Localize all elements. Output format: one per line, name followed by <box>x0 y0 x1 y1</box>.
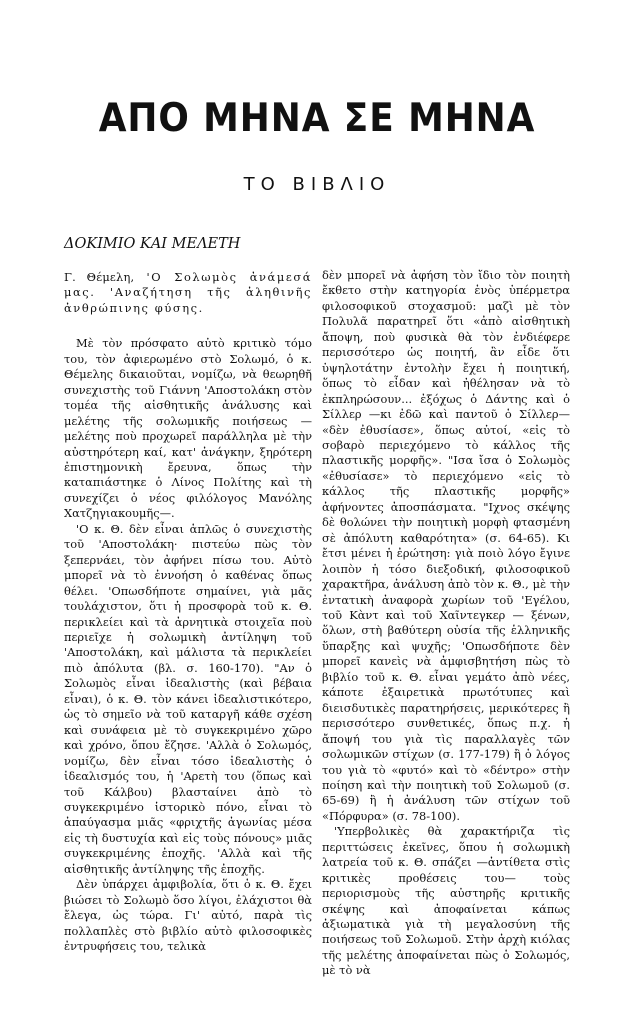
right-column <box>322 268 570 979</box>
paragraph: 'Ο κ. Θ. δὲν εἶναι ἁπλῶς ὁ συνεχιστὴς τοῦ 'Αποστολάκη· πιστεύω πὼς τὸν ξεπερνάει, τὸν ἀφήνει πίσω του. Αὐτὸ μπορεῖ νὰ τὸ ἐννοήση ὁ καθένας ὅπως θέλει. 'Οπωσδήποτε σημαίνει, γιὰ μᾶς τουλάχιστον, ὅτι ἡ προσφορὰ τοῦ κ. Θ. περικλείει καὶ τὰ ἀρνητικὰ στοιχεῖα ποὺ περιεῖχε ἡ σολωμικὴ ἀντίληψη τοῦ 'Αποστολάκη, καὶ μάλιστα τὰ περικλείει πιὸ ἀπόλυτα (βλ. σ. 160-170). "Αν ὁ Σολωμὸς εἶναι ἰδεαλιστὴς (καὶ βέβαια εἶναι), ὁ κ. Θ. τὸν κάνει ἰδεαλιστικότερο, ὡς τὸ σημεῖο νὰ τοῦ καταργῆ κάθε σχέση καὶ συνάφεια μὲ τὸ συγκεκριμένο χῶρο καὶ χρόνο, ὅπου ἔζησε. 'Αλλὰ ὁ Σολωμός, νομίζω, δὲν εἶναι τόσο ἰδεαλιστὴς ὁ ἰδεαλισμός του, ἡ 'Αρετὴ του (ὅπως καὶ τοῦ Κάλβου) βλασταίνει ἀπὸ τὸ συγκεκριμένο ἱστορικὸ πόνο, εἶναι τὸ ἀπαύγασμα μιᾶς «φριχτῆς ἀγωνίας μέσα εἰς τὴ δυστυχία καὶ εἰς τοὺς πόνους» μιᾶς συγκεκριμένης ἐποχῆς. 'Αλλὰ καὶ τῆς αἰσθητικῆς ἀντίληψης τῆς ἐποχῆς. <box>64 521 312 876</box>
book-reference <box>64 270 312 316</box>
paragraph: Μὲ τὸν πρόσφατο αὐτὸ κριτικὸ τόμο του, τὸν ἀφιερωμένο στὸ Σολωμό, ὁ κ. Θέμελης δικαιοῦται, νομίζω, νὰ θεωρηθῆ συνεχιστὴς τοῦ Γιάννη 'Αποστολάκη στὸν τομέα τῆς αἰσθητικῆς ἀνάλυσης καὶ μελέτης τῆς σολωμικῆς ποιήσεως —μελέτης ποὺ προχωρεῖ παράλληλα μὲ τὴν αὐστηρότερη καί, κατ' ἀνάγκην, ξηρότερη ἐπιστημονικὴ ἔρευνα, ὅπως τὴν καταπιάστηκε ὁ Λίνος Πολίτης καὶ τὴ συνεχίζει ὁ νέος φιλόλογος Μανόλης Χατζηγιακουμῆς—. <box>64 336 312 521</box>
book-author: Γ. Θέμελη, <box>64 270 135 284</box>
paragraph: Δὲν ὑπάρχει ἀμφιβολία, ὅτι ὁ κ. Θ. ἔχει βιώσει τὸ Σολωμὸ ὅσο λίγοι, ἐλάχιστοι θὰ ἔλεγα, ὡς τώρα. Γι' αὐτό, παρὰ τὶς πολλαπλὲς στὸ βιβλίο αὐτὸ φιλοσοφικὲς ἐντρυφήσεις του, τελικὰ <box>64 877 312 954</box>
category-label: ΔΟΚΙΜΙΟ ΚΑΙ ΜΕΛΕΤΗ <box>64 236 241 252</box>
paragraph: 'Υπερβολικὲς θὰ χαρακτήριζα τὶς περιττώσεις ἐκεῖνες, ὅπου ἡ σολωμικὴ λατρεία τοῦ κ. Θ. σπάζει —ἀντίθετα στὶς κριτικὲς προθέσεις του— τοὺς περιορισμοὺς τῆς αὐστηρῆς κριτικῆς σκέψης καὶ ἀποφαίνεται κάπως ἀξιωματικὰ γιὰ τὴ μεγαλοσύνη τῆς ποιήσεως τοῦ Σολωμοῦ. Στὴν ἀρχὴ κιόλας τῆς μελέτης ἀποφαίνεται πὼς ὁ Σολωμός, μὲ τὸ νὰ <box>322 824 570 978</box>
left-column <box>64 270 312 954</box>
section-heading: ΤΟ ΒΙΒΛΙΟ <box>243 174 391 195</box>
column-title: ΑΠΟ ΜΗΝΑ ΣΕ ΜΗΝΑ <box>98 96 536 141</box>
paragraph: δὲν μπορεῖ νὰ ἀφήση τὸν ἴδιο τὸν ποιητὴ ἔκθετο στὴν κατηγορία ἑνὸς ὑπέρμετρα φιλοσοφικοῦ στοχασμοῦ: μαζὶ μὲ τὸν Πολυλᾶ παρατηρεῖ ὅτι «ἀπὸ αἰσθητικὴ ἄποψη, ποὺ φυσικὰ θὰ τὸν ἐνδιέφερε περισσότερο ὡς ποιητή, ἂν εἶδε ὅτι ὑψηλοτάτην ἐντολὴν ἔχει ἡ ποιητική, ὅπως τὸ εἶδαν καὶ ἠθέλησαν νὰ τὸ ἐκπληρώσουν... ἐξόχως ὁ Δάντης καὶ ὁ Σίλλερ —κι ἐδῶ καὶ παντοῦ ὁ Σίλλερ— «δὲν ἐθυσίασε», ὅπως αὐτοί, «εἰς τὸ σοβαρὸ περιεχόμενο τὸ κάλλος τῆς πλαστικῆς μορφῆς». "Ισα ἴσα ὁ Σολωμὸς «ἐθυσίασε» τὸ περιεχόμενο «εἰς τὸ κάλλος τῆς πλαστικῆς μορφῆς» ἀφήνοντες ἀποσπάσματα. "Ιχνος σκέψης δὲ θολώνει τὴν ποιητικὴ μορφὴ φτασμένη σὲ ἀπόλυτη καθαρότητα» (σ. 64-65). Κι ἔτσι μένει ἡ ἐρώτηση: γιὰ ποιὸ λόγο ἔγινε λοιπὸν ἡ τόσο διεξοδική, φιλοσοφικοῦ χαρακτῆρα, ἀνάλυση ἀπὸ τὸν κ. Θ., μὲ τὴν ἐντατικὴ ἀναφορὰ χωρίων τοῦ 'Εγέλου, τοῦ Κὰντ καὶ τοῦ Χαῖντεγκερ — ξένων, ὅλων, στὴ βαθύτερη οὐσία τῆς ἑλληνικῆς ὕπαρξης καὶ ψυχῆς; 'Οπωσδήποτε δὲν μπορεῖ κανεὶς νὰ ἀμφισβητήση πὼς τὸ βιβλίο τοῦ κ. Θ. εἶναι γεμάτο ἀπὸ νέες, κάποτε ἐξαιρετικὰ πρωτότυπες καὶ διεισδυτικὲς παρατηρήσεις, μερικότερες ἢ περισσότερο συνθετικές, ὅπως π.χ. ἡ ἄποψή του γιὰ τὶς παραλλαγὲς τῶν σολωμικῶν στίχων (σ. 177-179) ἢ ὁ λόγος του γιὰ τὸ «φυτό» καὶ τὸ «δέντρο» στὴν ποίηση καὶ τὴν ποιητικὴ τοῦ Σολωμοῦ (σ. 65-69) ἢ ἡ ἀνάλυση τῶν στίχων τοῦ «Πόρφυρα» (σ. 78-100). <box>322 268 570 823</box>
book-title: 'Ο Σολωμὸς ἀνάμεσά μας. 'Αναζήτηση τῆς ἀληθινῆς ἀνθρώπινης φύσης. <box>64 270 312 315</box>
